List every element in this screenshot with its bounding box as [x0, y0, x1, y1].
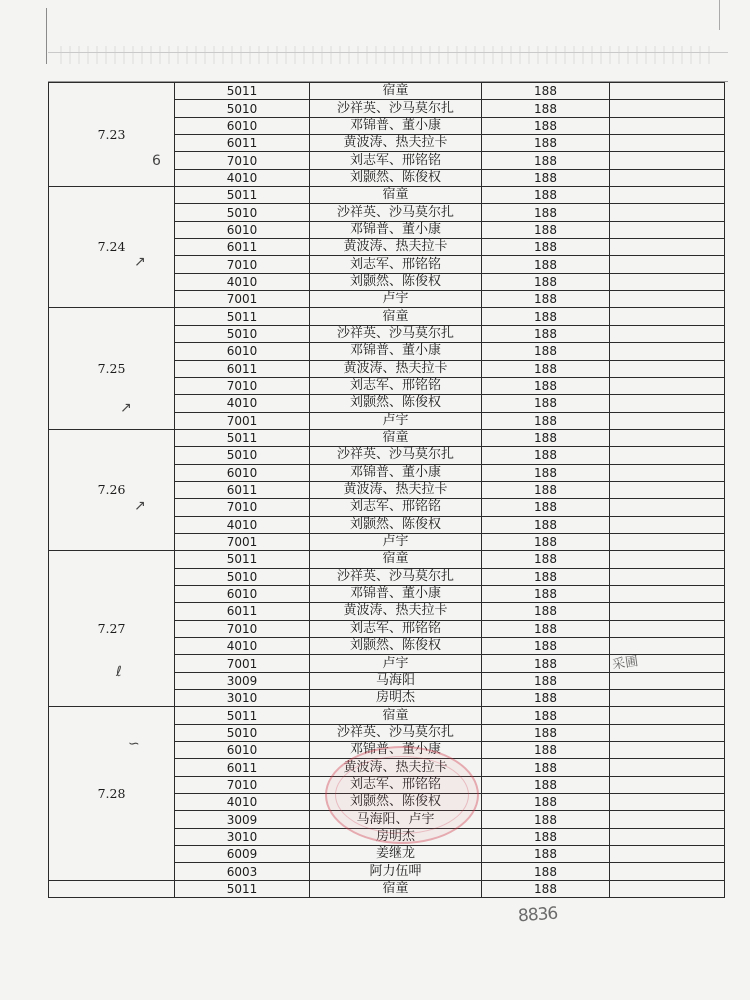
names-cell: 邓锦普、董小康	[310, 117, 482, 134]
amount-cell: 188	[482, 117, 610, 134]
remarks-cell	[610, 256, 725, 273]
room-code-cell: 5010	[175, 204, 310, 221]
remarks-cell	[610, 672, 725, 689]
names-cell: 邓锦普、董小康	[310, 742, 482, 759]
room-code-cell: 7001	[175, 533, 310, 550]
remarks-cell	[610, 499, 725, 516]
names-cell: 刘志军、邢铭铭	[310, 256, 482, 273]
remarks-cell	[610, 794, 725, 811]
remarks-cell	[610, 742, 725, 759]
room-code-cell: 5010	[175, 568, 310, 585]
room-code-cell: 5010	[175, 100, 310, 117]
remarks-cell	[610, 447, 725, 464]
names-cell: 姜继龙	[310, 846, 482, 863]
amount-cell: 188	[482, 395, 610, 412]
date-cell: 7.23	[49, 83, 175, 187]
names-cell: 邓锦普、董小康	[310, 585, 482, 602]
names-cell: 邓锦普、董小康	[310, 221, 482, 238]
handwritten-mark: 6	[152, 153, 161, 169]
amount-cell: 188	[482, 152, 610, 169]
ledger-row	[49, 707, 725, 724]
amount-cell: 188	[482, 776, 610, 793]
handwritten-mark: ℓ	[116, 664, 122, 680]
remarks-cell	[610, 533, 725, 550]
date-cell: 7.24	[49, 187, 175, 308]
remarks-cell	[610, 776, 725, 793]
names-cell: 马海阳	[310, 672, 482, 689]
names-cell: 黄波涛、热夫拉卡	[310, 360, 482, 377]
scan-noise	[60, 46, 710, 64]
amount-cell: 188	[482, 464, 610, 481]
room-code-cell: 6010	[175, 585, 310, 602]
remarks-cell	[610, 360, 725, 377]
names-cell: 刘颢然、陈俊权	[310, 395, 482, 412]
amount-cell: 188	[482, 447, 610, 464]
amount-cell: 188	[482, 83, 610, 100]
date-cell: 7.26	[49, 429, 175, 550]
remarks-cell	[610, 239, 725, 256]
remarks-cell	[610, 395, 725, 412]
names-cell: 卢宇	[310, 655, 482, 672]
names-cell: 卢宇	[310, 412, 482, 429]
remarks-cell	[610, 204, 725, 221]
room-code-cell: 6011	[175, 603, 310, 620]
date-cell: 7.25	[49, 308, 175, 429]
amount-cell: 188	[482, 724, 610, 741]
remarks-cell	[610, 100, 725, 117]
names-cell: 黄波涛、热夫拉卡	[310, 239, 482, 256]
room-code-cell: 5011	[175, 83, 310, 100]
handwritten-check-mark: ↗	[134, 498, 146, 514]
remarks-cell	[610, 169, 725, 186]
room-code-cell: 5011	[175, 707, 310, 724]
remarks-cell	[610, 83, 725, 100]
amount-cell: 188	[482, 308, 610, 325]
ledger-row	[49, 83, 725, 100]
names-cell: 卢宇	[310, 291, 482, 308]
room-code-cell: 6011	[175, 481, 310, 498]
remarks-cell	[610, 724, 725, 741]
room-code-cell: 5011	[175, 308, 310, 325]
remarks-cell	[610, 429, 725, 446]
amount-cell: 188	[482, 863, 610, 880]
remarks-cell	[610, 152, 725, 169]
remarks-cell	[610, 863, 725, 880]
amount-cell: 188	[482, 169, 610, 186]
names-cell: 沙祥英、沙马莫尔扎	[310, 100, 482, 117]
room-code-cell: 4010	[175, 169, 310, 186]
remarks-cell	[610, 707, 725, 724]
amount-cell: 188	[482, 638, 610, 655]
amount-cell: 188	[482, 533, 610, 550]
names-cell: 邓锦普、董小康	[310, 464, 482, 481]
ledger-row	[49, 429, 725, 446]
names-cell: 刘颢然、陈俊权	[310, 794, 482, 811]
room-code-cell: 5011	[175, 429, 310, 446]
names-cell: 刘志军、邢铭铭	[310, 377, 482, 394]
amount-cell: 188	[482, 377, 610, 394]
amount-cell: 188	[482, 620, 610, 637]
room-code-cell: 6011	[175, 759, 310, 776]
amount-cell: 188	[482, 360, 610, 377]
amount-cell: 188	[482, 828, 610, 845]
remarks-cell	[610, 325, 725, 342]
names-cell: 阿力伍呷	[310, 863, 482, 880]
remarks-cell	[610, 568, 725, 585]
remarks-cell	[610, 585, 725, 602]
amount-cell: 188	[482, 499, 610, 516]
remarks-cell	[610, 187, 725, 204]
handwritten-mark: ∽	[128, 736, 140, 752]
names-cell: 宿童	[310, 187, 482, 204]
room-code-cell: 3010	[175, 690, 310, 707]
names-cell: 宿童	[310, 880, 482, 897]
page-number: 8836	[517, 903, 558, 927]
ledger-row	[49, 308, 725, 325]
amount-cell: 188	[482, 794, 610, 811]
room-code-cell: 5010	[175, 724, 310, 741]
seal-inner-ring	[335, 756, 469, 834]
remarks-cell	[610, 551, 725, 568]
amount-cell: 188	[482, 655, 610, 672]
amount-cell: 188	[482, 256, 610, 273]
names-cell: 刘志军、邢铭铭	[310, 776, 482, 793]
remarks-cell	[610, 308, 725, 325]
room-code-cell: 6011	[175, 135, 310, 152]
names-cell: 黄波涛、热夫拉卡	[310, 759, 482, 776]
remarks-cell	[610, 759, 725, 776]
names-cell: 沙祥英、沙马莫尔扎	[310, 724, 482, 741]
names-cell: 刘志军、邢铭铭	[310, 152, 482, 169]
remarks-cell	[610, 412, 725, 429]
amount-cell: 188	[482, 481, 610, 498]
room-code-cell: 7001	[175, 412, 310, 429]
names-cell: 宿童	[310, 707, 482, 724]
remarks-cell	[610, 117, 725, 134]
amount-cell: 188	[482, 759, 610, 776]
room-code-cell: 5010	[175, 447, 310, 464]
names-cell: 沙祥英、沙马莫尔扎	[310, 568, 482, 585]
room-code-cell: 3009	[175, 672, 310, 689]
ledger-row	[49, 187, 725, 204]
names-cell: 黄波涛、热夫拉卡	[310, 481, 482, 498]
amount-cell: 188	[482, 585, 610, 602]
amount-cell: 188	[482, 239, 610, 256]
room-code-cell: 7010	[175, 377, 310, 394]
date-cell	[49, 880, 175, 897]
remarks-cell	[610, 291, 725, 308]
room-code-cell: 7010	[175, 256, 310, 273]
names-cell: 沙祥英、沙马莫尔扎	[310, 325, 482, 342]
amount-cell: 188	[482, 707, 610, 724]
room-code-cell: 5011	[175, 187, 310, 204]
scan-edge-mark	[46, 8, 47, 64]
names-cell: 沙祥英、沙马莫尔扎	[310, 447, 482, 464]
remarks-cell	[610, 343, 725, 360]
names-cell: 邓锦普、董小康	[310, 343, 482, 360]
date-cell: 7.27	[49, 551, 175, 707]
names-cell: 宿童	[310, 429, 482, 446]
remarks-cell	[610, 828, 725, 845]
room-code-cell: 7001	[175, 291, 310, 308]
amount-cell: 188	[482, 742, 610, 759]
remarks-cell	[610, 620, 725, 637]
room-code-cell: 6010	[175, 464, 310, 481]
names-cell: 黄波涛、热夫拉卡	[310, 603, 482, 620]
room-code-cell: 3010	[175, 828, 310, 845]
amount-cell: 188	[482, 429, 610, 446]
room-code-cell: 3009	[175, 811, 310, 828]
room-code-cell: 5011	[175, 880, 310, 897]
amount-cell: 188	[482, 187, 610, 204]
room-code-cell: 6010	[175, 221, 310, 238]
names-cell: 刘志军、邢铭铭	[310, 620, 482, 637]
remarks-cell	[610, 690, 725, 707]
ledger-row	[49, 551, 725, 568]
amount-cell: 188	[482, 551, 610, 568]
remarks-cell	[610, 880, 725, 897]
amount-cell: 188	[482, 221, 610, 238]
date-cell: 7.28	[49, 707, 175, 880]
remarks-cell	[610, 603, 725, 620]
room-code-cell: 4010	[175, 638, 310, 655]
remarks-cell	[610, 464, 725, 481]
room-code-cell: 7001	[175, 655, 310, 672]
scan-edge-mark	[719, 0, 720, 30]
amount-cell: 188	[482, 811, 610, 828]
room-code-cell: 7010	[175, 776, 310, 793]
room-code-cell: 6011	[175, 360, 310, 377]
names-cell: 刘颢然、陈俊权	[310, 516, 482, 533]
names-cell: 刘志军、邢铭铭	[310, 499, 482, 516]
amount-cell: 188	[482, 880, 610, 897]
amount-cell: 188	[482, 291, 610, 308]
names-cell: 沙祥英、沙马莫尔扎	[310, 204, 482, 221]
room-code-cell: 6010	[175, 117, 310, 134]
header-rule	[48, 52, 728, 53]
names-cell: 黄波涛、热夫拉卡	[310, 135, 482, 152]
room-code-cell: 6011	[175, 239, 310, 256]
red-seal-stamp	[325, 746, 479, 844]
remarks-cell	[610, 377, 725, 394]
names-cell: 房明杰	[310, 690, 482, 707]
remarks-cell	[610, 135, 725, 152]
room-code-cell: 7010	[175, 499, 310, 516]
handwritten-check-mark: ↗	[134, 254, 146, 270]
names-cell: 房明杰	[310, 828, 482, 845]
amount-cell: 188	[482, 204, 610, 221]
amount-cell: 188	[482, 412, 610, 429]
names-cell: 宿童	[310, 83, 482, 100]
names-cell: 刘颢然、陈俊权	[310, 273, 482, 290]
amount-cell: 188	[482, 568, 610, 585]
amount-cell: 188	[482, 325, 610, 342]
room-code-cell: 6010	[175, 742, 310, 759]
amount-cell: 188	[482, 343, 610, 360]
handwritten-check-mark: ↗	[120, 400, 132, 416]
names-cell: 卢宇	[310, 533, 482, 550]
ledger-row	[49, 880, 725, 897]
room-code-cell: 6010	[175, 343, 310, 360]
remarks-cell	[610, 221, 725, 238]
margin-note: 采圃	[611, 654, 640, 673]
names-cell: 刘颢然、陈俊权	[310, 169, 482, 186]
room-code-cell: 4010	[175, 395, 310, 412]
amount-cell: 188	[482, 846, 610, 863]
amount-cell: 188	[482, 672, 610, 689]
names-cell: 刘颢然、陈俊权	[310, 638, 482, 655]
room-code-cell: 7010	[175, 620, 310, 637]
room-code-cell: 4010	[175, 794, 310, 811]
amount-cell: 188	[482, 603, 610, 620]
amount-cell: 188	[482, 690, 610, 707]
room-code-cell: 5010	[175, 325, 310, 342]
remarks-cell	[610, 273, 725, 290]
room-code-cell: 7010	[175, 152, 310, 169]
remarks-cell	[610, 516, 725, 533]
remarks-cell	[610, 481, 725, 498]
room-code-cell: 5011	[175, 551, 310, 568]
names-cell: 马海阳、卢宇	[310, 811, 482, 828]
room-code-cell: 6009	[175, 846, 310, 863]
amount-cell: 188	[482, 135, 610, 152]
room-code-cell: 4010	[175, 273, 310, 290]
room-code-cell: 6003	[175, 863, 310, 880]
amount-cell: 188	[482, 100, 610, 117]
room-code-cell: 4010	[175, 516, 310, 533]
amount-cell: 188	[482, 273, 610, 290]
names-cell: 宿童	[310, 308, 482, 325]
amount-cell: 188	[482, 516, 610, 533]
remarks-cell	[610, 846, 725, 863]
remarks-cell	[610, 811, 725, 828]
names-cell: 宿童	[310, 551, 482, 568]
